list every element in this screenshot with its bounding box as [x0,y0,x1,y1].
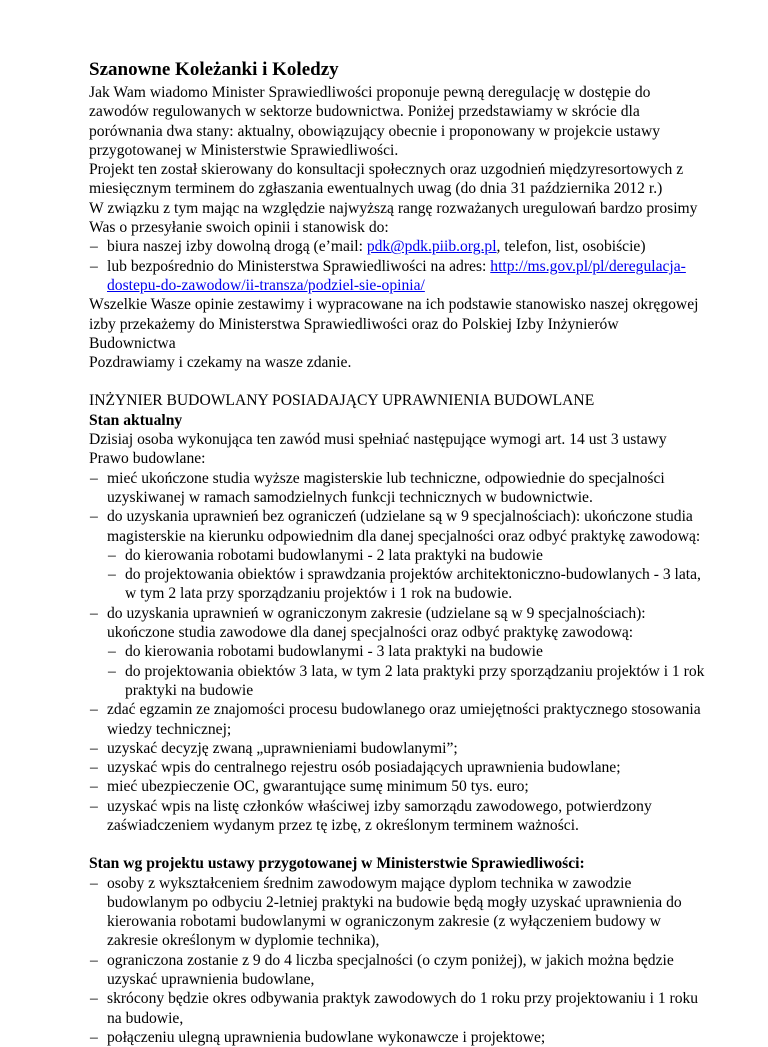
intro-paragraph-3: W związku z tym mając na względzie najwyższą rangę rozważanych uregulowań bardzo prosimy Was o przesyłanie swoich opinii i stanowisk do: [89,199,698,237]
list-item [89,604,708,700]
list-item: – uzyskać decyzję zwaną „uprawnieniami budowlanymi”; [89,739,708,758]
contact-office-text-tail: , telefon, list, osobiście) [496,238,646,256]
section-heading: INŻYNIER BUDOWLANY POSIADAJĄCY UPRAWNIENIA BUDOWLANE [89,392,595,410]
document-title: Szanowne Koleżanki i Koledzy [89,59,339,80]
current-state-intro: Dzisiaj osoba wykonująca ten zawód musi spełniać następujące wymogi art. 14 ust 3 ustawy Prawo budowlane: [89,431,667,468]
intro-paragraph-5: Pozdrawiamy i czekamy na wasze zdanie. [89,354,352,372]
list-item: – uzyskać wpis na listę członków właściwej izby samorządu zawodowego, potwierdzony zaświadczeniem wydanym przez tę izbę, z określonym terminem ważności. [89,797,708,836]
sub-list-item: – do kierowania robotami budowlanymi - 2 lata praktyki na budowie [107,546,708,565]
intro-paragraph-1: Jak Wam wiadomo Minister Sprawiedliwości proponuje pewną deregulację w dostępie do zawodów regulowanych w sektorze budownictwa. Poniżej przedstawiamy w skrócie dla porównania dwa stany: aktualny, obowiązujący obecnie i proponowany w projekcie ustawy przygotowanej w Ministerstwie Sprawiedliwości. [89,84,661,159]
project-state-heading: Stan wg projektu ustawy przygotowanej w Ministerstwie Sprawiedliwości: [89,855,585,873]
list-item: – ograniczona zostanie z 9 do 4 liczba specjalności (o czym poniżej), w jakich można będzie uzyskać uprawnienia budowlane, [89,951,708,990]
sub-list-item: – do kierowania robotami budowlanymi - 3 lata praktyki na budowie [107,642,708,661]
intro-paragraph-4: Wszelkie Wasze opinie zestawimy i wypracowane na ich podstawie stanowisko naszej okręgowej izby przekażemy do Ministerstwa Sprawiedliwości oraz do Polskiej Izby Inżynierów Budownictwa [89,296,699,352]
intro-paragraph-2: Projekt ten został skierowany do konsultacji społecznych oraz uzgodnień międzyresortowych z miesięcznym terminem do zgłaszania ewentualnych uwag (do dnia 31 października 2012 r.) [89,161,684,198]
list-item-text: do uzyskania uprawnień bez ograniczeń (udzielane są w 9 specjalnościach): ukończone studia magisterskie na kierunku odpowiednim dla danej specjalności oraz odbyć praktykę zawodową: [107,508,701,545]
list-item: – mieć ukończone studia wyższe magisterskie lub techniczne, odpowiednie do specjalności uzyskiwanej w ramach samodzielnych funkcji technicznych w budownictwie. [89,469,708,508]
sub-list [107,642,708,700]
list-item: – zdać egzamin ze znajomości procesu budowlanego oraz umiejętności praktycznego stosowania wiedzy technicznej; [89,700,708,739]
list-item: – osoby z wykształceniem średnim zawodowym mające dyplom technika w zawodzie budowlanym po odbyciu 2-letniej praktyki na budowie będą mogły uzyskać uprawnienia do kierowania robotami budowlanymi w ograniczonym zakresie (z wyłączeniem budowy w zakresie określonym w dyplomie technika), [89,874,708,951]
sub-list [107,546,708,604]
contact-item-ministry [89,257,708,296]
list-item: – skrócony będzie okres odbywania praktyk zawodowych do 1 roku przy projektowaniu i 1 roku na budowie, [89,989,708,1028]
list-item [89,507,708,603]
email-link[interactable]: pdk@pdk.piib.org.pl [366,238,497,256]
list-item: – mieć ubezpieczenie OC, gwarantujące sumę minimum 50 tys. euro; [89,777,708,796]
current-requirements-list [89,469,708,836]
sub-list-item: – do projektowania obiektów i sprawdzania projektów architektoniczno-budowlanych - 3 lata, w tym 2 lata przy sporządzaniu projektów i 1 rok na budowie. [107,565,708,604]
contact-ministry-text: lub bezpośrednio do Ministerstwa Sprawiedliwości na adres: [107,257,491,275]
list-item: – połączeniu ulegną uprawnienia budowlane wykonawcze i projektowe; [89,1028,708,1047]
contact-office-text: biura naszej izby dowolną drogą (e’mail: [107,238,367,256]
project-changes-list [89,874,708,1047]
current-state-heading: Stan aktualny [89,411,183,429]
list-item-text: do uzyskania uprawnień w ograniczonym zakresie (udzielane są w 9 specjalnościach): ukończone studia zawodowe dla danej specjalności oraz odbyć praktykę zawodową: [107,604,646,642]
contact-item-office [89,237,708,256]
ministry-url-link[interactable]: http://ms.gov.pl/pl/deregulacja-dostepu-do-zawodow/ii-transza/podziel-sie-opinia/ [107,257,686,294]
contact-list [89,237,708,295]
list-item: – uzyskać wpis do centralnego rejestru osób posiadających uprawnienia budowlane; [89,758,708,777]
sub-list-item: – do projektowania obiektów 3 lata, w tym 2 lata praktyki przy sporządzaniu projektów i 1 rok praktyki na budowie [107,662,708,701]
